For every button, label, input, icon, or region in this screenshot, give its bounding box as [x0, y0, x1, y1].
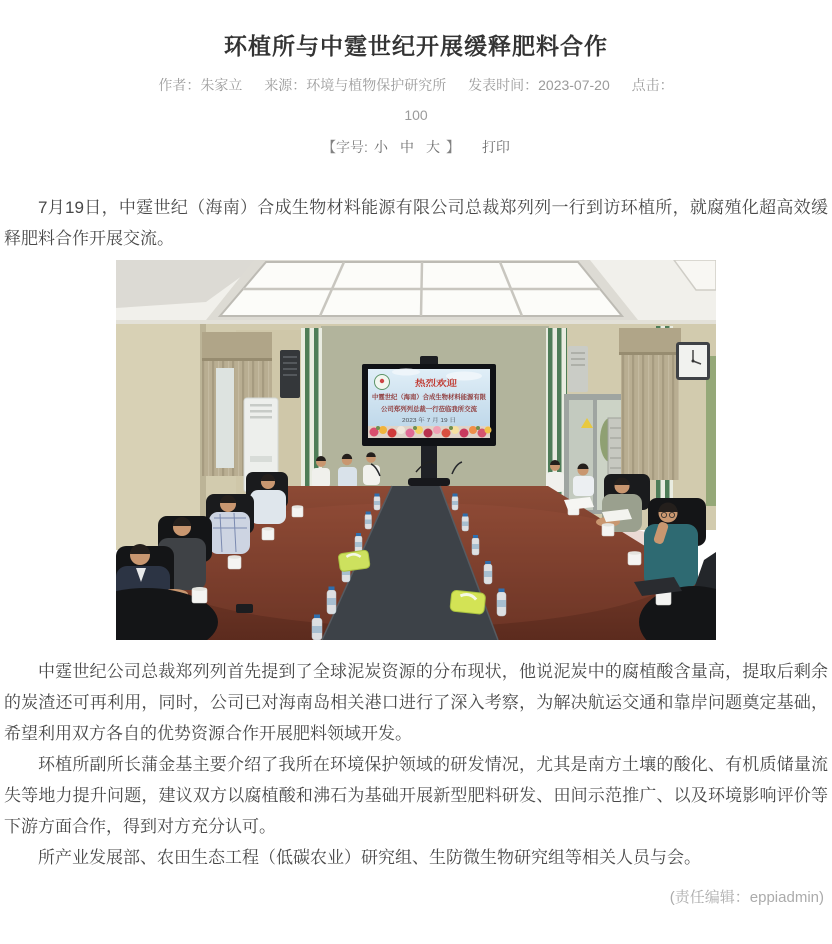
screen-line4: 2023 年 7 月 19 日 [402, 418, 449, 424]
paragraph-4: 所产业发展部、农田生态工程（低碳农业）研究组、生防微生物研究组等相关人员与会。 [38, 848, 701, 867]
meta-hits-label: 点击： [631, 77, 674, 93]
fontsize-large-link[interactable]: 大 [425, 139, 440, 155]
meeting-room-photo [116, 260, 716, 640]
date-label: 发表时间： [468, 77, 539, 93]
page-title: 环植所与中霆世纪开展缓释肥料合作 [224, 33, 608, 59]
screen-line3: 公司郑列列总裁一行莅临我所交流 [381, 406, 477, 413]
date-value: 2023-07-20 [538, 77, 610, 93]
screen-line1: 热烈欢迎 [415, 378, 458, 388]
editor-note: (责任编辑：eppiadmin) [669, 889, 824, 906]
paragraph-2: 中霆世纪公司总裁郑列列首先提到了全球泥炭资源的分布现状，他说泥炭中的腐植酸含量高，提取后剩余的炭渣还可再利用，同时，公司已对海南岛相关港口进行了深入考察，为解决航运交通和靠岸问题奠定基础，希望利用双方各自的优势资源合作开展肥料领域开发。 [4, 662, 828, 743]
article-photo [0, 260, 832, 640]
fontsize-suffix: 】 [445, 139, 460, 155]
hits-value: 100 [404, 107, 428, 123]
fontsize-small-link[interactable]: 小 [373, 139, 388, 155]
meta-source [264, 77, 446, 93]
left-speaker-icon [280, 350, 300, 398]
source-value: 环境与植物保护研究所 [306, 77, 447, 93]
wall-clock-icon [676, 342, 710, 380]
fontsize-medium-link[interactable]: 中 [399, 139, 414, 155]
fontsize-prefix: 【字号: [322, 139, 368, 155]
right-curtain [619, 328, 681, 480]
author-value: 朱家立 [200, 77, 243, 93]
article-page [0, 30, 832, 909]
right-speaker-icon [568, 346, 588, 392]
paragraph-1: 7月19日，中霆世纪（海南）合成生物材料能源有限公司总裁郑列列一行到访环植所，就腐殖化超高效缓释肥料合作开展交流。 [4, 198, 828, 248]
fontsize-toolbar [0, 136, 832, 158]
ceiling-light-panels [116, 260, 716, 324]
meta-author [158, 77, 242, 93]
meta-date [468, 77, 610, 93]
paragraph-3: 环植所副所长蒲金基主要介绍了我所在环境保护领域的研发情况，尤其是南方土壤的酸化、有机质储量流失等地力提升问题，建议双方以腐植酸和沸石为基础开展新型肥料研发、田间示范推广、以及环境影响评价等下游方面合作，得到对方充分认可。 [4, 755, 828, 836]
article-meta [0, 74, 832, 96]
print-button[interactable]: 打印 [481, 139, 510, 155]
author-label: 作者： [158, 77, 201, 93]
screen-line2: 中霆世纪（海南）合成生物材料能源有限 [372, 394, 488, 401]
source-label: 来源： [264, 77, 307, 93]
